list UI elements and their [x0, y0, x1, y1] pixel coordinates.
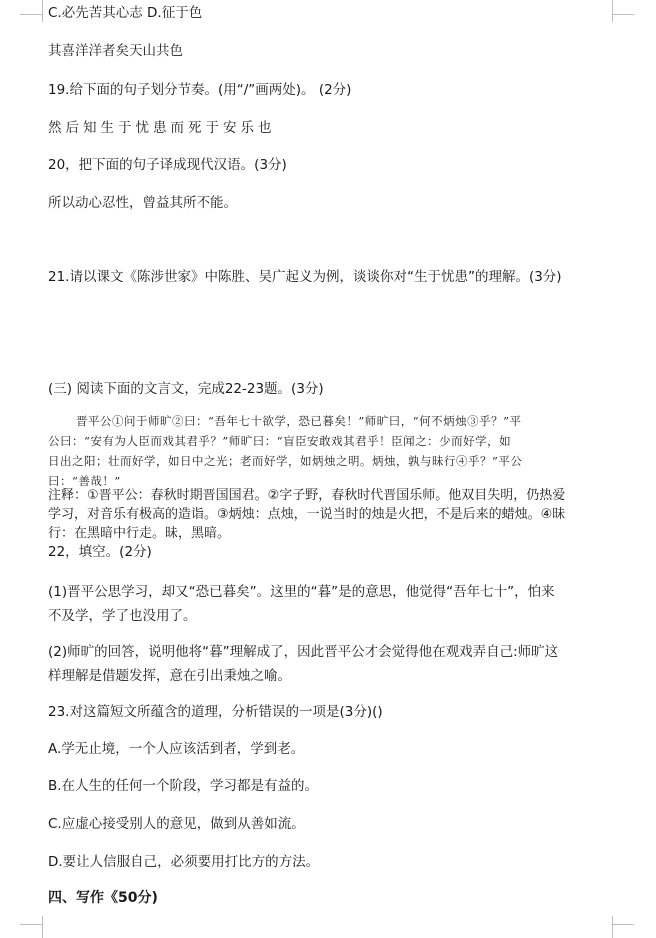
q22-item1-line: 不及学，学了也没用了。 [48, 608, 197, 624]
classical-passage [48, 411, 608, 491]
passage-line: 公曰：“安有为人臣而戏其君乎？”师旷曰：“盲臣安敢戏其君乎！臣闻之：少而好学，如 [48, 434, 512, 448]
q23-option-d: D.要让人信服自己，必须要用打比方的方法。 [48, 854, 320, 870]
q23-question: 23.对这篇短文所蕴含的道理，分析错误的一项是(3分)() [48, 704, 383, 720]
q23-option-b: B.在人生的任何一个阶段，学习都是有益的。 [48, 778, 319, 794]
top-options-line: C.必先苦其心志 D.征于色 [48, 5, 203, 21]
q22-question: 22，填空。(2分) [48, 544, 152, 560]
section4-title: 四、写作《50分) [48, 890, 158, 906]
q22-item2 [48, 640, 608, 688]
q19-question: 19.给下面的句子划分节奏。(用“/”画两处)。 (2分) [48, 82, 352, 98]
crop-mark-top-left-v [42, 0, 43, 22]
q21-question: 21.请以课文《陈涉世家》中陈胜、吴广起义为例，谈谈你对“生于忧患”的理解。(3分) [48, 269, 562, 285]
crop-mark-bottom-left-h [20, 924, 42, 925]
q19-sentence: 然后知生于忧患而死于安乐也 [48, 120, 276, 136]
crop-mark-top-left-h [20, 14, 42, 15]
notes-line: 行：在黑暗中行走。昧，黑暗。 [48, 526, 231, 541]
passage-line: 日出之阳；壮而好学，如日中之光；老而好学，如炳烛之明。炳烛，孰与昧行④乎？”平公 [48, 454, 523, 468]
crop-mark-bottom-left-v [42, 916, 43, 938]
q23-option-a: A.学无止境，一个人应该活到者，学到老。 [48, 741, 305, 757]
q18-line: 其喜洋洋者矣天山共色 [48, 43, 183, 59]
passage-line: 曰：“善哉！” [48, 474, 121, 488]
q22-item1-line: (1)晋平公思学习，却又“恐已暮矣”。这里的“暮”是的意思，他觉得“吾年七十”，怕来 [48, 584, 555, 600]
q22-item2-line: 样理解是借题发挥，意在引出秉烛之喻。 [48, 668, 291, 684]
crop-mark-bottom-right-v [612, 916, 613, 938]
crop-mark-bottom-right-h [612, 924, 634, 925]
q20-sentence: 所以动心忍性，曾益其所不能。 [48, 195, 237, 211]
passage-notes [48, 486, 608, 543]
q20-question: 20，把下面的句子译成现代汉语。(3分) [48, 157, 287, 173]
q22-item2-line: (2)师旷的回答，说明他将“暮”理解成了，因此晋平公才会觉得他在观戏弄自己:师旷这 [48, 644, 559, 660]
q22-item1 [48, 580, 608, 628]
q23-option-c: C.应虚心接受别人的意见，做到从善如流。 [48, 816, 305, 832]
crop-mark-top-right-h [612, 14, 634, 15]
crop-mark-top-right-v [612, 0, 613, 22]
notes-line: 注释：①晋平公：春秋时期晋国国君。②字子野，春秋时代晋国乐师。他双目失明，仍热爱 [48, 488, 566, 503]
notes-line: 学习，对音乐有极高的造诣。③炳烛：点烛，一说当时的烛是火把，不是后来的蜡烛。④昧 [48, 507, 566, 522]
section3-title: (三) 阅读下面的文言文，完成22-23题。(3分) [48, 381, 324, 397]
passage-line: 晋平公①问于师旷②曰：“吾年七十欲学，恐已暮矣！”师旷曰，“何不炳烛③乎？”平 [76, 414, 522, 428]
